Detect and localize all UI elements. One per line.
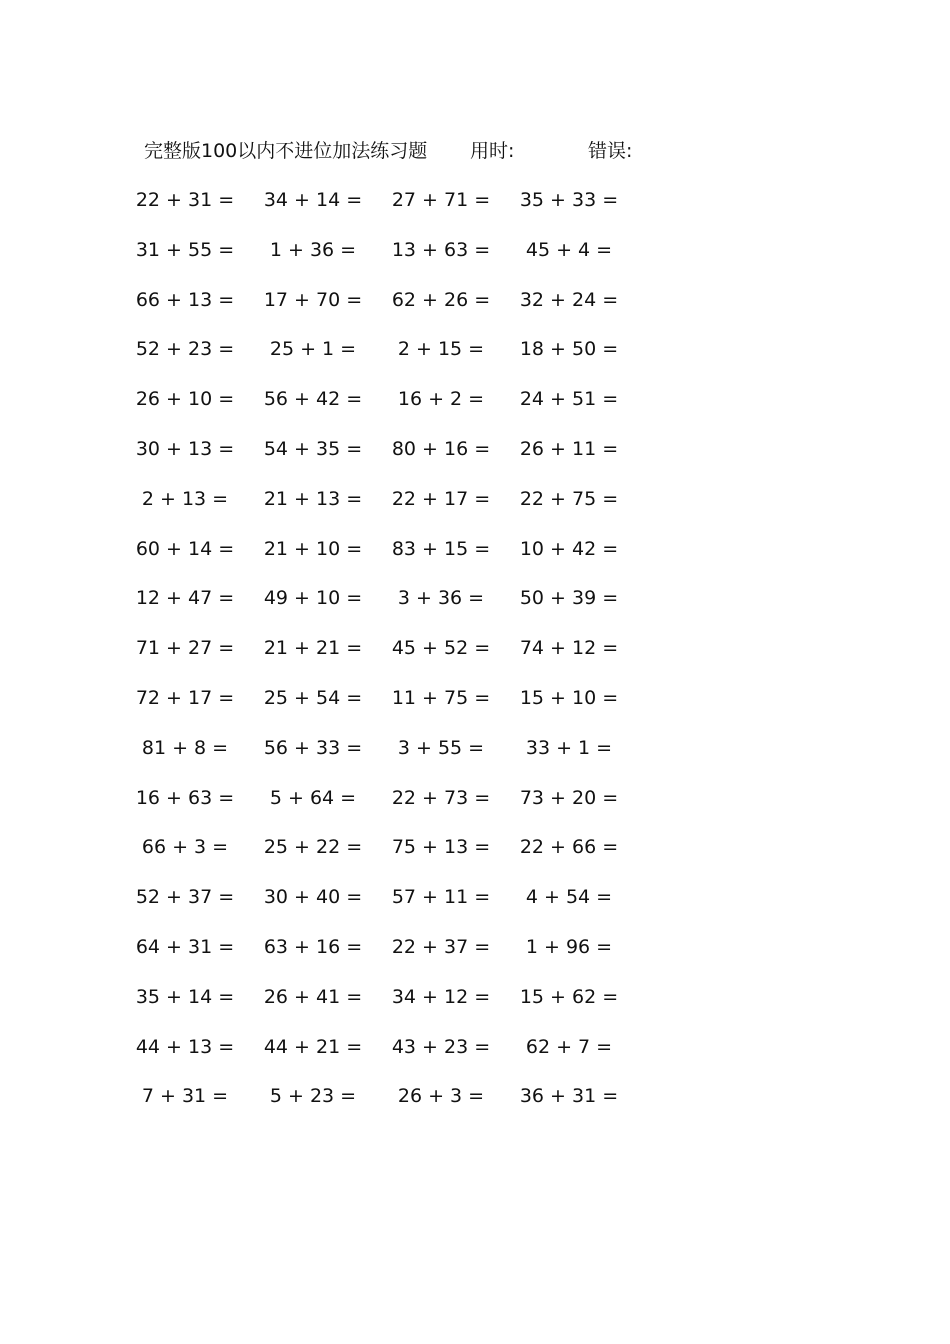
problem-cell: 22 + 17 = <box>391 487 491 510</box>
problem-cell: 22 + 37 = <box>391 935 491 958</box>
problem-cell: 16 + 2 = <box>397 388 485 411</box>
problem-row <box>0 435 950 485</box>
problem-cell: 50 + 39 = <box>519 587 619 610</box>
problem-cell: 34 + 14 = <box>263 189 363 211</box>
problem-row <box>0 684 950 734</box>
problem-cell: 35 + 33 = <box>519 189 619 211</box>
problem-cell: 15 + 62 = <box>519 985 619 1008</box>
problem-row <box>0 385 950 435</box>
problem-cell: 64 + 31 = <box>135 935 235 958</box>
problem-cell: 34 + 12 = <box>391 985 491 1008</box>
problem-cell: 63 + 16 = <box>263 935 363 958</box>
problem-cell: 75 + 13 = <box>391 836 491 859</box>
problem-cell: 56 + 33 = <box>263 736 363 759</box>
problem-cell: 21 + 13 = <box>263 487 363 510</box>
problem-cell: 60 + 14 = <box>135 537 235 560</box>
problem-cell: 66 + 3 = <box>141 836 229 859</box>
problem-cell: 12 + 47 = <box>135 587 235 610</box>
problem-cell: 54 + 35 = <box>263 437 363 460</box>
problem-row <box>0 236 950 286</box>
problem-cell: 11 + 75 = <box>391 686 491 709</box>
problem-cell: 25 + 54 = <box>263 686 363 709</box>
problem-cell: 26 + 10 = <box>135 388 235 411</box>
problem-row <box>0 485 950 535</box>
problem-row <box>0 983 950 1033</box>
problem-cell: 49 + 10 = <box>263 587 363 610</box>
problem-cell: 56 + 42 = <box>263 388 363 411</box>
problem-cell: 21 + 21 = <box>263 637 363 660</box>
problem-row <box>0 634 950 684</box>
problem-cell: 1 + 36 = <box>269 238 357 261</box>
problem-row <box>0 1082 950 1132</box>
problem-cell: 30 + 40 = <box>263 886 363 909</box>
problem-row <box>0 883 950 933</box>
problem-cell: 24 + 51 = <box>519 388 619 411</box>
problem-cell: 3 + 36 = <box>397 587 485 610</box>
problem-row <box>0 535 950 585</box>
problem-cell: 66 + 13 = <box>135 288 235 311</box>
problem-cell: 52 + 37 = <box>135 886 235 909</box>
problem-cell: 62 + 26 = <box>391 288 491 311</box>
problem-row <box>0 286 950 336</box>
problem-cell: 4 + 54 = <box>525 886 613 909</box>
problem-cell: 43 + 23 = <box>391 1035 491 1058</box>
problem-cell: 22 + 75 = <box>519 487 619 510</box>
problem-cell: 5 + 23 = <box>269 1085 357 1108</box>
problem-row <box>0 335 950 385</box>
problem-cell: 17 + 70 = <box>263 288 363 311</box>
problem-cell: 36 + 31 = <box>519 1085 619 1108</box>
problem-cell: 13 + 63 = <box>391 238 491 261</box>
problem-row <box>0 933 950 983</box>
problem-row <box>0 734 950 784</box>
problem-cell: 71 + 27 = <box>135 637 235 660</box>
problem-cell: 44 + 13 = <box>135 1035 235 1058</box>
problem-cell: 22 + 66 = <box>519 836 619 859</box>
problem-cell: 16 + 63 = <box>135 786 235 809</box>
problem-cell: 3 + 55 = <box>397 736 485 759</box>
problem-cell: 81 + 8 = <box>141 736 229 759</box>
problem-cell: 83 + 15 = <box>391 537 491 560</box>
problem-row <box>0 186 950 236</box>
problem-cell: 2 + 15 = <box>397 338 485 361</box>
problem-cell: 5 + 64 = <box>269 786 357 809</box>
problem-cell: 22 + 73 = <box>391 786 491 809</box>
problem-cell: 57 + 11 = <box>391 886 491 909</box>
problem-cell: 26 + 11 = <box>519 437 619 460</box>
problem-cell: 30 + 13 = <box>135 437 235 460</box>
problem-cell: 25 + 22 = <box>263 836 363 859</box>
problem-cell: 31 + 55 = <box>135 238 235 261</box>
problem-row <box>0 584 950 634</box>
worksheet-title: 完整版100以内不进位加法练习题 <box>144 140 428 162</box>
problem-cell: 22 + 31 = <box>135 189 235 211</box>
worksheet-header <box>144 138 704 164</box>
problem-cell: 33 + 1 = <box>525 736 613 759</box>
problem-cell: 52 + 23 = <box>135 338 235 361</box>
problem-cell: 1 + 96 = <box>525 935 613 958</box>
problem-cell: 32 + 24 = <box>519 288 619 311</box>
problem-cell: 62 + 7 = <box>525 1035 613 1058</box>
problem-cell: 10 + 42 = <box>519 537 619 560</box>
problem-cell: 2 + 13 = <box>141 487 229 510</box>
problem-cell: 44 + 21 = <box>263 1035 363 1058</box>
problem-row <box>0 784 950 834</box>
problem-cell: 21 + 10 = <box>263 537 363 560</box>
problem-cell: 72 + 17 = <box>135 686 235 709</box>
time-label: 用时: <box>470 140 515 162</box>
errors-label: 错误: <box>588 140 633 162</box>
problem-cell: 80 + 16 = <box>391 437 491 460</box>
problem-row <box>0 833 950 883</box>
problem-cell: 73 + 20 = <box>519 786 619 809</box>
problem-cell: 74 + 12 = <box>519 637 619 660</box>
problem-grid <box>0 186 950 1132</box>
problem-cell: 45 + 52 = <box>391 637 491 660</box>
problem-cell: 26 + 41 = <box>263 985 363 1008</box>
problem-cell: 27 + 71 = <box>391 189 491 211</box>
problem-cell: 45 + 4 = <box>525 238 613 261</box>
problem-cell: 35 + 14 = <box>135 985 235 1008</box>
problem-cell: 15 + 10 = <box>519 686 619 709</box>
problem-cell: 7 + 31 = <box>141 1085 229 1108</box>
problem-cell: 18 + 50 = <box>519 338 619 361</box>
problem-cell: 26 + 3 = <box>397 1085 485 1108</box>
problem-cell: 25 + 1 = <box>269 338 357 361</box>
problem-row <box>0 1033 950 1083</box>
